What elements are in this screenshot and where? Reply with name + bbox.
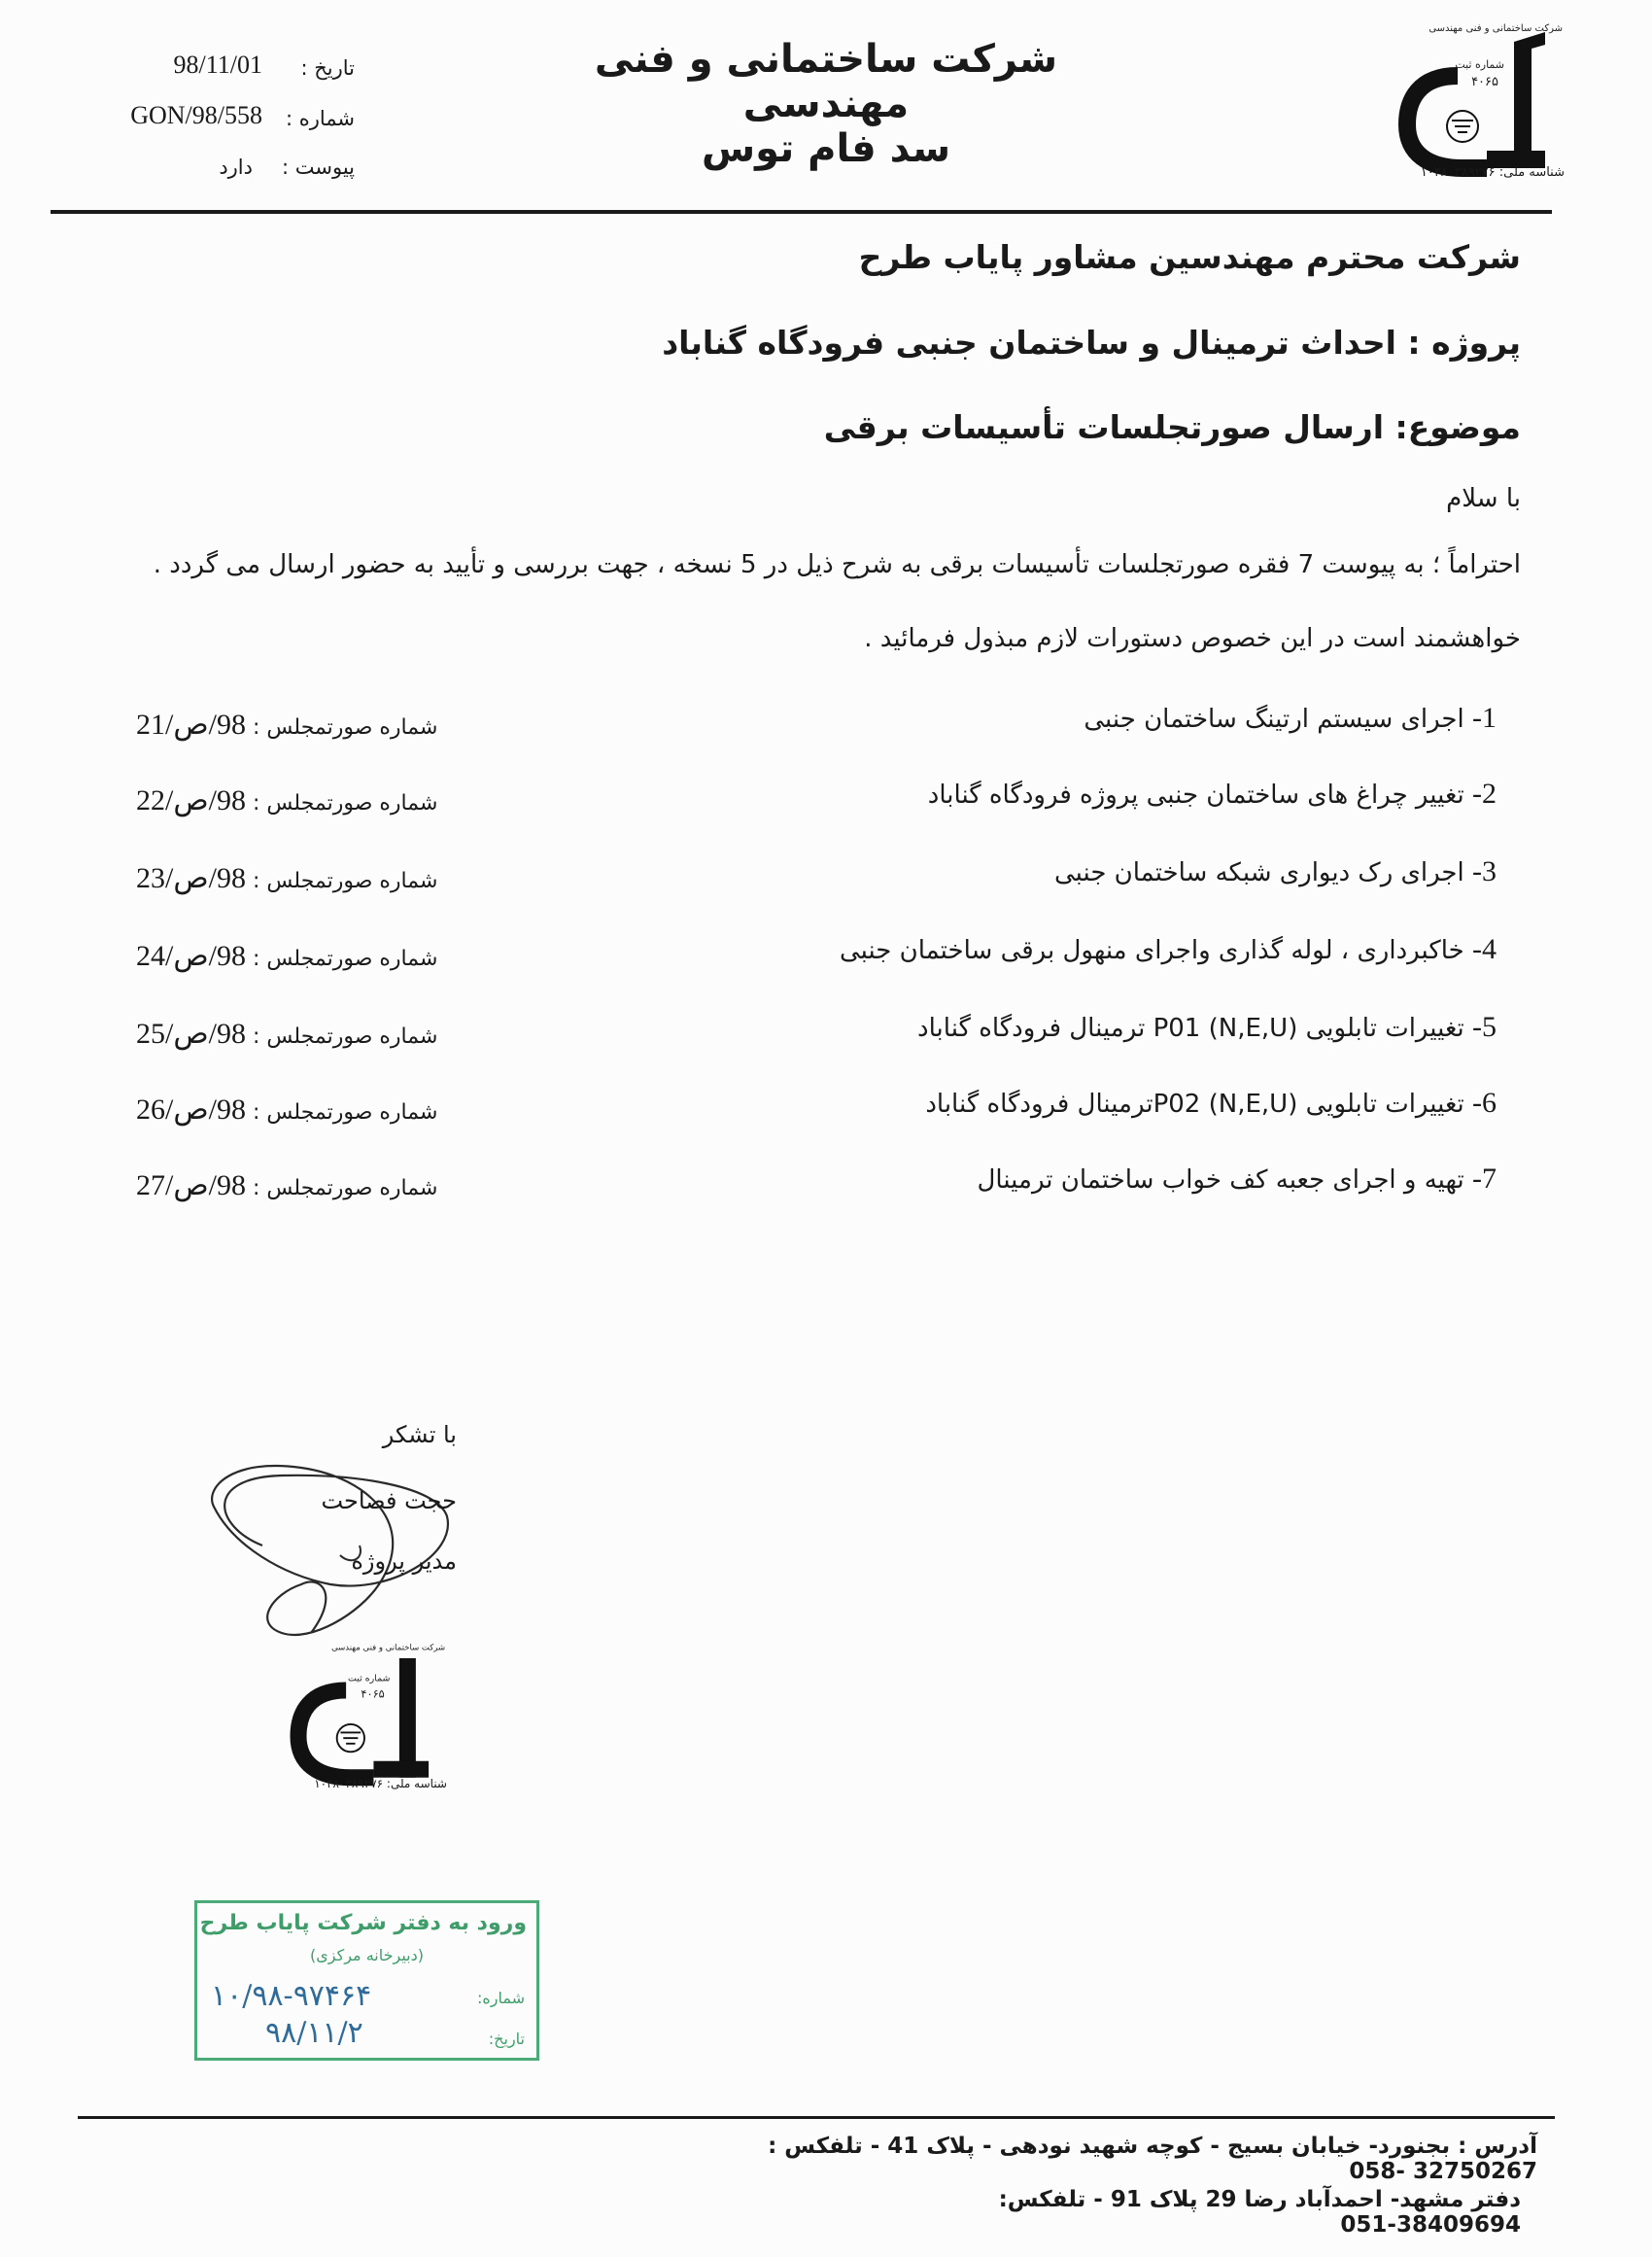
stamp-reg-number: ۴۰۶۵: [361, 1686, 385, 1701]
item-ref-number: 98/ص/22: [136, 784, 246, 816]
stamp-company-text: شرکت ساختمانی و فنی مهندسی: [331, 1643, 446, 1653]
item-reference: [136, 708, 437, 742]
addressee: شرکت محترم مهندسین مشاور پایاب طرح: [858, 238, 1521, 276]
footer-address-2: دفتر مشهد- احمدآباد رضا 29 پلاک 91 - تلفکس: 38409694-051: [998, 2187, 1521, 2238]
stamp-subtitle: (دبیرخانه مرکزی): [310, 1946, 424, 1964]
list-item: [136, 855, 1497, 904]
body-paragraph-2: خواهشمند است در این خصوص دستورات لازم مبذول فرمائید .: [864, 624, 1521, 653]
item-ref-label: شماره صورتمجلس :: [252, 1024, 438, 1049]
stamp-title: ورود به دفتر شرکت پایاب طرح: [199, 1911, 527, 1935]
list-item: [136, 933, 1497, 982]
item-number: 7-: [1472, 1163, 1497, 1195]
number-label: شماره :: [285, 107, 355, 130]
stamp-national-id: شناسه ملی: ۱۰۳۸۰۳۸۹۲۷۶: [314, 1777, 447, 1790]
footer-address-1: آدرس : بجنورد- خیابان بسیج - کوچه شهید نودهی - پلاک 41 - تلفکس : 32750267 -058: [768, 2134, 1537, 2184]
item-ref-number: 98/ص/27: [136, 1169, 246, 1201]
logo-company-text: شرکت ساختمانی و فنی مهندسی: [1428, 23, 1563, 34]
item-description: [917, 1011, 1497, 1044]
stamp-date-value: ۹۸/۱۱/۲: [265, 2016, 363, 2050]
number-value: GON/98/558: [130, 101, 262, 129]
list-item: [136, 1011, 1497, 1059]
received-stamp: [194, 1900, 539, 2061]
item-reference: [136, 939, 437, 973]
footer-divider: [78, 2116, 1555, 2119]
item-description: [928, 778, 1497, 811]
date-label: تاریخ :: [300, 56, 355, 80]
item-text: خاکبرداری ، لوله گذاری واجرای منهول برقی ساختمان جنبی: [839, 936, 1464, 965]
item-number: 2-: [1472, 778, 1497, 810]
item-ref-label: شماره صورتمجلس :: [252, 1176, 438, 1200]
item-reference: [136, 861, 437, 895]
company-logo: [1390, 17, 1565, 188]
body-paragraph-1: احتراماً ؛ به پیوست 7 فقره صورتجلسات تأسیسات برقی به شرح ذیل در 5 نسخه ، جهت بررسی و تأیید به حضور ارسال می گردد .: [153, 550, 1521, 579]
stamp-date-label: تاریخ:: [488, 2030, 525, 2048]
item-ref-number: 98/ص/25: [136, 1018, 246, 1050]
company-name-line2: سد فام توس: [701, 126, 951, 171]
item-ref-label: شماره صورتمجلس :: [252, 947, 438, 971]
item-ref-label: شماره صورتمجلس :: [252, 1100, 438, 1125]
project-line: پروژه : احداث ترمینال و ساختمان جنبی فرودگاه گناباد: [662, 324, 1521, 362]
subject-line: موضوع: ارسال صورتجلسات تأسیسات برقی: [823, 408, 1521, 446]
company-name-line1: شرکت ساختمانی و فنی مهندسی: [594, 37, 1058, 126]
item-ref-number: 98/ص/24: [136, 940, 246, 972]
item-description: [925, 1087, 1497, 1120]
item-text: تغییر چراغ های ساختمان جنبی پروژه فرودگاه گناباد: [927, 781, 1464, 810]
item-ref-label: شماره صورتمجلس :: [252, 715, 438, 740]
item-reference: [136, 1017, 437, 1051]
item-ref-label: شماره صورتمجلس :: [252, 791, 438, 816]
logo-reg-label: شماره ثبت: [1455, 58, 1504, 71]
date-value: 98/11/01: [173, 51, 262, 79]
attachment-label: پیوست :: [282, 156, 355, 179]
item-reference: [136, 1168, 437, 1202]
item-ref-number: 98/ص/23: [136, 862, 246, 894]
item-description: [1084, 702, 1497, 735]
stamp-reg-label: شماره ثبت: [347, 1673, 391, 1684]
item-number: 6-: [1472, 1087, 1497, 1119]
item-number: 3-: [1472, 855, 1497, 887]
item-description: [978, 1163, 1497, 1196]
signature-thanks: با تشکر: [382, 1421, 457, 1448]
item-number: 5-: [1472, 1011, 1497, 1043]
item-text: تغییرات تابلویی (N,E,U) P02ترمینال فرودگاه گناباد: [925, 1090, 1464, 1119]
list-item: [136, 778, 1497, 826]
stamp-number-label: شماره:: [476, 1989, 525, 2007]
item-ref-label: شماره صورتمجلس :: [252, 869, 438, 893]
header-divider: [51, 210, 1552, 214]
list-item: [136, 1087, 1497, 1135]
item-reference: [136, 783, 437, 817]
item-text: اجرای رک دیواری شبکه ساختمان جنبی: [1053, 858, 1464, 887]
greeting: با سلام: [1446, 484, 1521, 513]
logo-reg-number: ۴۰۶۵: [1471, 75, 1498, 89]
signatory-name: حجت فصاحت: [321, 1487, 457, 1514]
signatory-role: مدیر پروژه: [351, 1547, 457, 1575]
item-description: [840, 933, 1497, 966]
item-number: 1-: [1472, 702, 1497, 734]
list-item: [136, 1163, 1497, 1211]
list-item: [136, 702, 1497, 750]
stamp-number-value: ۱۰/۹۸-۹۷۴۶۴: [211, 1979, 372, 2013]
item-text: تهیه و اجرای جعبه کف خواب ساختمان ترمینال: [977, 1165, 1464, 1195]
item-number: 4-: [1472, 933, 1497, 965]
item-reference: [136, 1093, 437, 1127]
logo-national-id: شناسه ملی: ۱۰۳۸۰۳۸۹۲۷۶: [1420, 165, 1565, 180]
item-text: اجرای سیستم ارتینگ ساختمان جنبی: [1084, 705, 1464, 734]
item-ref-number: 98/ص/21: [136, 709, 246, 741]
company-stamp: [282, 1633, 447, 1798]
item-ref-number: 98/ص/26: [136, 1094, 246, 1126]
item-text: تغییرات تابلویی (N,E,U) P01 ترمینال فرودگاه گناباد: [917, 1014, 1464, 1043]
attachment-value: دارد: [219, 156, 253, 179]
item-description: [1054, 855, 1497, 888]
